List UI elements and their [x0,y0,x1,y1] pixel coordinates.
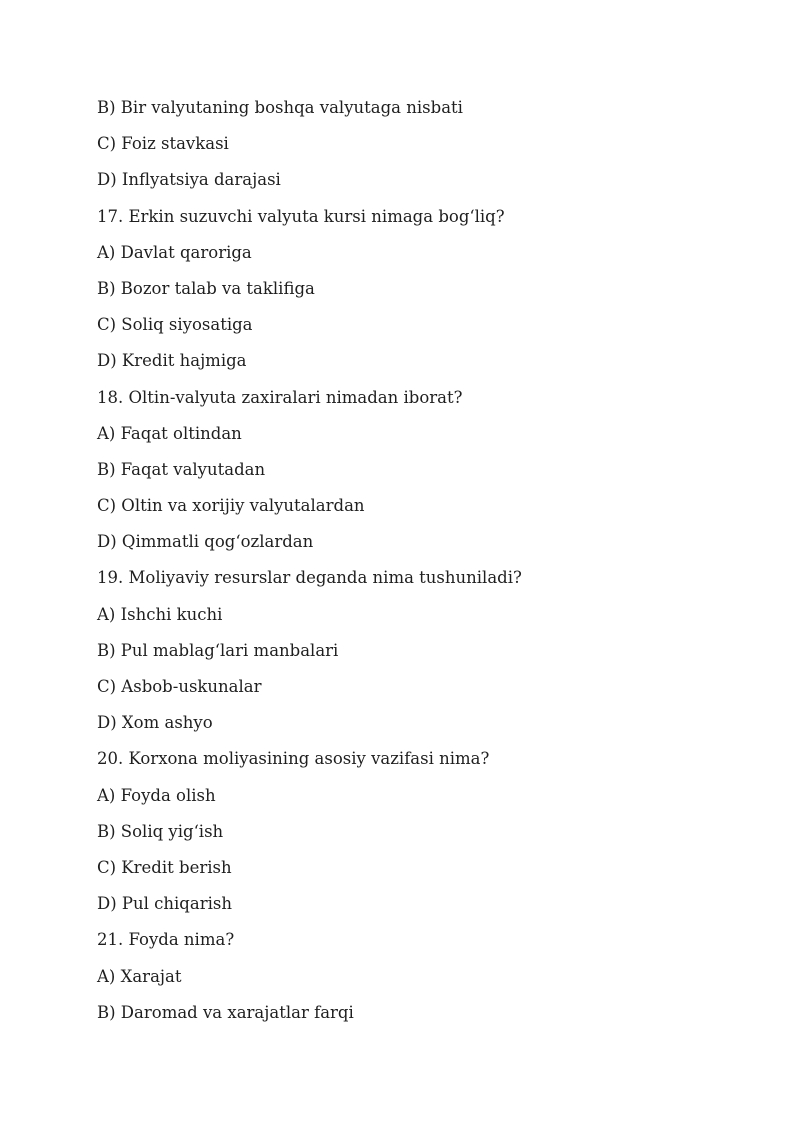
question-line: 19. Moliyaviy resurslar deganda nima tushuniladi? [97,568,522,588]
text-line: C) Oltin va xorijiy valyutalardan [97,496,365,516]
text-line: B) Bir valyutaning boshqa valyutaga nisbati [97,98,463,117]
text-line: A) Xarajat [97,966,182,986]
text-line: A) Faqat oltindan [97,423,242,443]
text-line: D) Inflyatsiya darajasi [97,170,281,190]
text-line: B) Pul mablag‘lari manbalari [97,640,339,660]
text-line: C) Foiz stavkasi [97,134,229,154]
question-line: 17. Erkin suzuvchi valyuta kursi nimaga bog‘liq? [97,206,505,226]
text-line: C) Kredit berish [97,857,232,877]
text-line: C) Soliq siyosatiga [97,315,253,335]
question-line: 20. Korxona moliyasining asosiy vazifasi nima? [97,749,490,769]
text-line: A) Foyda olish [97,785,216,805]
text-line: C) Asbob-uskunalar [97,677,262,696]
text-line: A) Davlat qaroriga [97,242,252,262]
text-line: D) Pul chiqarish [97,894,232,914]
text-line: D) Xom ashyo [97,713,213,733]
question-line: 18. Oltin-valyuta zaxiralari nimadan iborat? [97,387,463,407]
text-line: B) Bozor talab va taklifiga [97,278,315,298]
text-line: B) Faqat valyutadan [97,459,266,479]
text-line: D) Kredit hajmiga [97,351,247,371]
text-line: A) Ishchi kuchi [97,604,223,624]
quiz-text [97,95,737,1036]
question-line: 21. Foyda nima? [97,930,235,950]
text-line: D) Qimmatli qog‘ozlardan [97,532,314,552]
text-line: B) Daromad va xarajatlar farqi [97,1002,354,1022]
text-line: B) Soliq yig‘ish [97,821,224,841]
